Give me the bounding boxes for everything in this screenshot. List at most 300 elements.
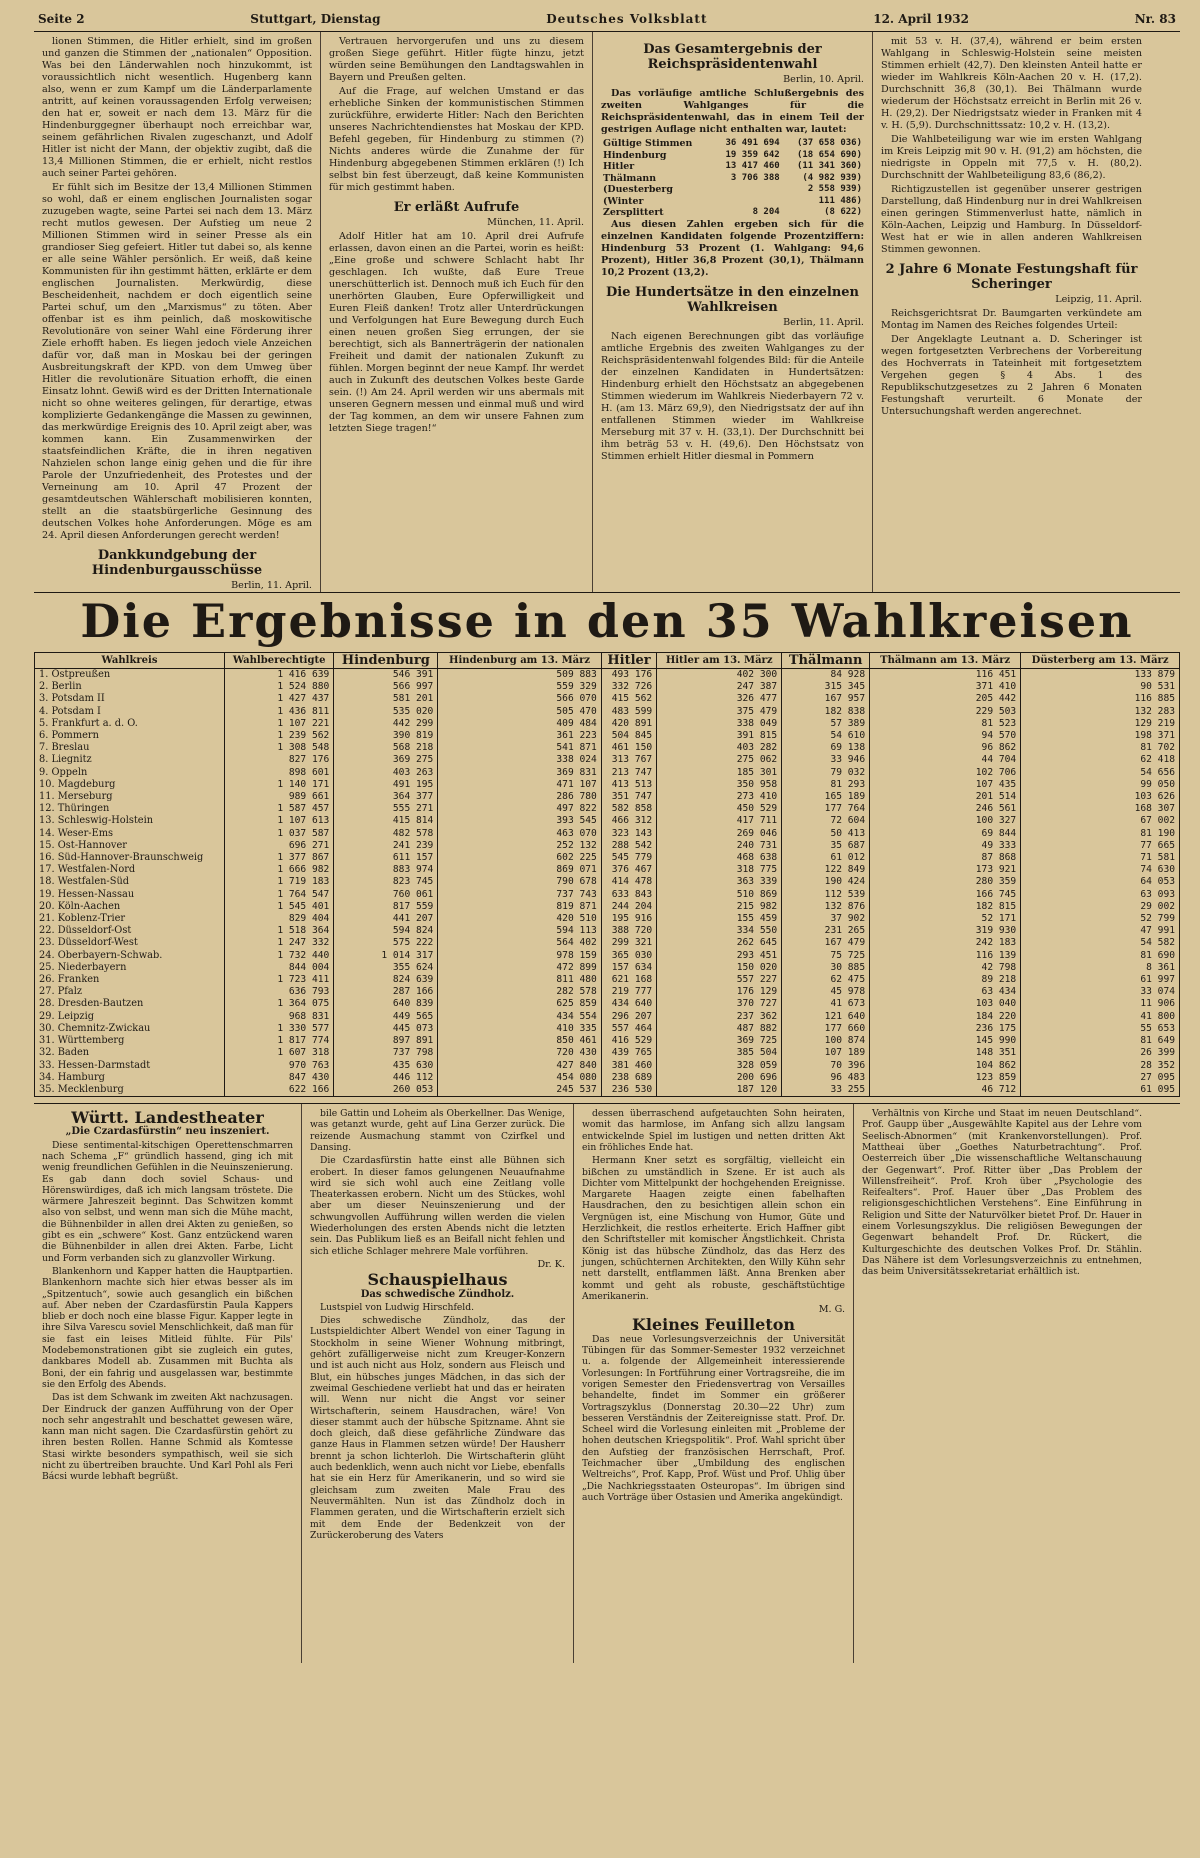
col-header: Wahlkreis — [35, 653, 225, 669]
results-cell: 19 359 642 — [725, 149, 780, 160]
table-cell: 99 050 — [1021, 779, 1180, 791]
table-cell: 184 220 — [870, 1011, 1021, 1023]
table-cell: 1 732 440 — [225, 950, 334, 962]
table-cell: 116 885 — [1021, 693, 1180, 705]
table-cell: 1 247 332 — [225, 937, 334, 949]
table-cell: 42 798 — [870, 962, 1021, 974]
table-cell: 123 859 — [870, 1072, 1021, 1084]
article-paragraph: Dies schwedische Zündholz, das der Lustspieldichter Albert Wendel von einer Tagung in Stockholm in seine Wiener Wohnung mitbringt, gehört zufälligerweise nicht zum Kreuger-Konzern und ist auch nicht aus Holz, sondern aus Fleisch und Blut, ein hübsches junges Mädchen, in das sich der zweimal Geschiedene verliebt hat und das er heiraten will. Wenn nur nicht die Angst vor seiner Wirtschafterin, seinem Hausdrachen, wäre! Von dieser stammt auch der hübsche Spitzname. Ahnt sie doch gleich, daß diese gefährliche Zündware das ganze Haus in Flammen setzen würde! Der Hausherr brennt ja schon lichterloh. Die Wirtschafterin glüht auch bedenklich, wenn auch nicht vor Liebe, ebenfalls hat sie ein Herz für Amerikanerin, und so wird sie gleichsam zum zweiten Male Frau des Neuvermählten. Nun ist das Zündholz doch in Flammen geraten, und die Wirtschafterin erzielt sich mit dem Ende der Bedenkzeit von der Zurückeroberung des Vaters — [310, 1315, 565, 1541]
table-cell: 81 293 — [782, 779, 870, 791]
table-cell: 369 725 — [657, 1035, 782, 1047]
table-cell: 338 024 — [438, 754, 601, 766]
table-cell: 67 002 — [1021, 815, 1180, 827]
table-cell: 381 460 — [601, 1060, 656, 1072]
table-cell: 102 706 — [870, 767, 1021, 779]
article-paragraph: Diese sentimental-kitschigen Operettenschmarren nach Schema „F“ gründlich hassend, ging ich mit wenig freundlichen Gefühlen in die Neuinszenierung. Es gab dann doch soviel Schaus- und Hörenswürdiges, daß ich mich langsam tröstete. Die wärmere Jahreszeit beginnt. Das Schwitzen kommt also von selbst, und wenn man sich die Mühe macht, die Bühnenbilder in allen drei Akten zu genießen, so gibt es ein „schwere“ Kost. Ganz entzückend waren die Bühnenbilder in allen drei Akten. Farbe, Licht und Form verbanden sich zu glanzvoller Wirkung. — [42, 1139, 293, 1264]
table-cell: 361 223 — [438, 730, 601, 742]
table-cell: 44 704 — [870, 754, 1021, 766]
constituency-name: 11. Merseburg — [35, 791, 225, 803]
table-cell: 61 997 — [1021, 974, 1180, 986]
table-row — [35, 693, 1180, 705]
table-cell: 240 731 — [657, 840, 782, 852]
constituency-name: 4. Potsdam I — [35, 706, 225, 718]
constituency-name: 8. Liegnitz — [35, 754, 225, 766]
table-cell: 72 604 — [782, 815, 870, 827]
results-row — [601, 196, 864, 208]
table-cell: 434 554 — [438, 1011, 601, 1023]
constituency-name: 26. Franken — [35, 974, 225, 986]
constituency-name: 27. Pfalz — [35, 986, 225, 998]
results-cell: 111 486) — [818, 195, 862, 206]
results-cell: 2 558 939) — [807, 184, 862, 194]
table-cell: 487 882 — [657, 1023, 782, 1035]
table-row — [35, 779, 1180, 791]
table-cell: 41 800 — [1021, 1011, 1180, 1023]
table-cell: 296 207 — [601, 1011, 656, 1023]
table-cell: 493 176 — [601, 669, 656, 682]
table-cell: 568 218 — [334, 742, 438, 754]
article-paragraph: Die Wahlbeteiligung war wie im ersten Wahlgang im Kreis Leipzig mit 90 v. H. (91,2) am höchsten, die niedrigste in Oppeln mit 77,5 v. H. (80,2). Durchschnitt der Wahlbeteiligung 83,6 (86,2). — [881, 134, 1142, 181]
results-row — [601, 138, 864, 150]
table-row — [35, 840, 1180, 852]
masthead: Deutsches Volksblatt — [546, 12, 708, 26]
article-paragraph: Das ist dem Schwank im zweiten Akt nachzusagen. Der Eindruck der ganzen Aufführung von der Oper noch sehr angestrahlt und beschattet gewesen wäre, kann man nicht sagen. Die Czardasfürstin gehört zu ihren besten Rollen. Hanne Schmid als Komtesse Stasi wirkte besonders sympathisch, weil sie sich nicht zu übertreiben brauchte. Und Karl Pohl als Feri Bácsi wurde lebhaft begrüßt. — [42, 1392, 293, 1483]
table-cell: 1 416 639 — [225, 669, 334, 682]
table-cell: 129 219 — [1021, 718, 1180, 730]
table-cell: 247 387 — [657, 681, 782, 693]
table-cell: 89 218 — [870, 974, 1021, 986]
table-cell: 150 020 — [657, 962, 782, 974]
table-cell: 1 014 317 — [334, 950, 438, 962]
table-cell: 369 275 — [334, 754, 438, 766]
table-row — [35, 998, 1180, 1010]
results-row — [601, 207, 864, 219]
table-row — [35, 1060, 1180, 1072]
table-row — [35, 1047, 1180, 1059]
table-cell: 269 046 — [657, 828, 782, 840]
table-cell: 132 876 — [782, 901, 870, 913]
table-cell: 850 461 — [438, 1035, 601, 1047]
table-cell: 1 107 221 — [225, 718, 334, 730]
article-paragraph: Reichsgerichtsrat Dr. Baumgarten verkündete am Montag im Namen des Reiches folgendes Urteil: — [881, 308, 1142, 331]
table-cell: 69 844 — [870, 828, 1021, 840]
constituency-name: 9. Oppeln — [35, 767, 225, 779]
results-cell: Thälmann — [603, 172, 657, 184]
constituency-name: 35. Mecklenburg — [35, 1084, 225, 1097]
table-cell: 61 095 — [1021, 1084, 1180, 1097]
table-cell: 326 477 — [657, 693, 782, 705]
table-cell: 237 362 — [657, 1011, 782, 1023]
constituency-name: 33. Hessen-Darmstadt — [35, 1060, 225, 1072]
table-row — [35, 791, 1180, 803]
table-cell: 1 364 075 — [225, 998, 334, 1010]
table-cell: 1 140 171 — [225, 779, 334, 791]
table-cell: 434 640 — [601, 998, 656, 1010]
results-cell: Hitler — [603, 161, 635, 172]
table-cell: 636 793 — [225, 986, 334, 998]
article-paragraph: Das vorläufige amtliche Schlußergebnis des zweiten Wahlganges für die Reichspräsidentenwahl, das in einem Teil der gestrigen Auflage nicht enthalten war, lautet: — [601, 88, 864, 135]
constituency-name: 31. Württemberg — [35, 1035, 225, 1047]
table-cell: 510 869 — [657, 889, 782, 901]
headline-gesamtergebnis: Das Gesamtergebnis der Reichspräsidentenwahl — [643, 42, 822, 72]
table-cell: 103 626 — [1021, 791, 1180, 803]
table-cell: 96 483 — [782, 1072, 870, 1084]
table-cell: 564 402 — [438, 937, 601, 949]
table-cell: 200 696 — [657, 1072, 782, 1084]
table-cell: 213 747 — [601, 767, 656, 779]
table-cell: 449 565 — [334, 1011, 438, 1023]
table-cell: 364 377 — [334, 791, 438, 803]
table-cell: 55 653 — [1021, 1023, 1180, 1035]
table-cell: 611 157 — [334, 852, 438, 864]
constituency-name: 22. Düsseldorf-Ost — [35, 925, 225, 937]
table-cell: 461 150 — [601, 742, 656, 754]
table-cell: 559 329 — [438, 681, 601, 693]
table-cell: 410 335 — [438, 1023, 601, 1035]
table-cell: 898 601 — [225, 767, 334, 779]
table-cell: 737 798 — [334, 1047, 438, 1059]
table-cell: 280 359 — [870, 876, 1021, 888]
table-cell: 1 308 548 — [225, 742, 334, 754]
results-cell: 36 491 694 — [725, 138, 780, 148]
table-cell: 482 578 — [334, 828, 438, 840]
constituency-name: 19. Hessen-Nassau — [35, 889, 225, 901]
results-cell: 8 204 — [752, 207, 780, 217]
table-cell: 427 840 — [438, 1060, 601, 1072]
article-paragraph: Die Czardasfürstin hatte einst alle Bühnen sich erobert. In dieser famos gelungenen Neuaufnahme wird sie sich wohl auch eine Zeitlang volle Theaterkassen erobern. Nicht um des Stückes, wohl aber um dieser Neuinszenierung und der schwungvollen Aufführung willen werden die vielen Wiederholungen des ersten Abends nicht die letzten sein. Das Publikum ließ es an Beifall nicht fehlen und sich etliche Schlager mehrere Male vorführen. — [310, 1155, 565, 1257]
table-cell: 1 107 613 — [225, 815, 334, 827]
table-cell: 260 053 — [334, 1084, 438, 1097]
table-cell: 167 479 — [782, 937, 870, 949]
table-cell: 454 080 — [438, 1072, 601, 1084]
column-3 — [593, 32, 873, 592]
table-cell: 1 330 577 — [225, 1023, 334, 1035]
constituency-name: 23. Düsseldorf-West — [35, 937, 225, 949]
table-cell: 581 201 — [334, 693, 438, 705]
table-cell: 466 312 — [601, 815, 656, 827]
table-cell: 371 410 — [870, 681, 1021, 693]
table-cell: 121 640 — [782, 1011, 870, 1023]
table-cell: 57 389 — [782, 718, 870, 730]
constituency-name: 17. Westfalen-Nord — [35, 864, 225, 876]
article-paragraph: lionen Stimmen, die Hitler erhielt, sind im großen und ganzen die Stimmen der „nationalen“ Opposition. Was bei den Länderwahlen noch hinzukommt, ist voraussichtlich nicht wesentlich. Hugenberg kann also, wenn er zum Kampf um die Länderparlamente antritt, auf keinen voraussagenden Erfolg verweisen; den hat er, soweit er nach dem 13. März für die Hindenburggegner überhaupt noch erreichbar war, seinem gefährlichen Rivalen zugeschanzt, und Adolf Hitler ist nicht der Mann, der objektiv zugibt, daß die 13,4 Millionen Stimmen, die er erhielt, nicht restlos auch seiner Partei gehören. — [42, 36, 312, 179]
col-header: Hitler — [601, 653, 656, 669]
constituency-name: 32. Baden — [35, 1047, 225, 1059]
table-cell: 37 902 — [782, 913, 870, 925]
table-cell: 215 982 — [657, 901, 782, 913]
results-cell: Hindenburg — [603, 149, 667, 161]
table-cell: 166 745 — [870, 889, 1021, 901]
page-header — [34, 10, 1180, 32]
article-paragraph: dessen überraschend aufgetauchten Sohn heiraten, womit das harmlose, im Anfang sich allzu langsam entwickelnde Spiel im lustigen und netten dritten Akt ein fröhliches Ende hat. — [582, 1108, 845, 1153]
table-cell: 1 764 547 — [225, 889, 334, 901]
article-paragraph: mit 53 v. H. (37,4), während er beim ersten Wahlgang in Schleswig-Holstein seine meisten Stimmen erhielt (42,7). Den kleinsten Anteil hatte er wieder im Wahlkreis Köln-Aachen 20 v. H. (17,2). Durchschnitt 36,8 (30,1). Bei Thälmann wurde wiederum der Höchstsatz erreicht in Berlin mit 26 v. H. (29,2). Der Niedrigstsatz wieder in Franken mit 4 v. H. (5,9). Durchschnittssatz: 10,2 v. H. (13,2). — [881, 36, 1142, 131]
table-cell: 185 301 — [657, 767, 782, 779]
table-cell: 33 946 — [782, 754, 870, 766]
table-cell: 52 171 — [870, 913, 1021, 925]
table-cell: 505 470 — [438, 706, 601, 718]
results-cell: (4 982 939) — [802, 172, 862, 183]
table-cell: 376 467 — [601, 864, 656, 876]
column-theater-2 — [302, 1104, 574, 1663]
results-cell — [712, 184, 781, 196]
table-cell: 1 377 867 — [225, 852, 334, 864]
column-theater — [34, 1104, 302, 1663]
table-cell: 819 871 — [438, 901, 601, 913]
dateline: München, 11. April. — [487, 217, 584, 228]
table-cell: 696 271 — [225, 840, 334, 852]
table-cell: 393 545 — [438, 815, 601, 827]
table-cell: 625 859 — [438, 998, 601, 1010]
signature: M. G. — [818, 1304, 845, 1316]
table-cell: 844 004 — [225, 962, 334, 974]
table-cell: 54 582 — [1021, 937, 1180, 949]
table-cell: 415 562 — [601, 693, 656, 705]
table-cell: 351 747 — [601, 791, 656, 803]
issue-date: 12. April 1932 — [873, 12, 969, 26]
table-cell: 75 725 — [782, 950, 870, 962]
table-cell: 385 504 — [657, 1047, 782, 1059]
table-cell: 122 849 — [782, 864, 870, 876]
col-header: Hindenburg — [334, 653, 438, 669]
page-number: Seite 2 — [38, 12, 85, 26]
table-cell: 11 906 — [1021, 998, 1180, 1010]
table-cell: 252 132 — [438, 840, 601, 852]
table-cell: 77 665 — [1021, 840, 1180, 852]
table-cell: 968 831 — [225, 1011, 334, 1023]
col-header: Thälmann — [782, 653, 870, 669]
table-cell: 299 321 — [601, 937, 656, 949]
table-cell: 103 040 — [870, 998, 1021, 1010]
headline-dankkundgebung: Dankkundgebung der Hindenburgausschüsse — [91, 548, 263, 578]
article-paragraph: bile Gattin und Loheim als Oberkellner. Das Wenige, was getanzt wurde, geht auf Lina Gerzer zurück. Die reizende Ausmachung stammt von Czirfkel und Dansing. — [310, 1108, 565, 1153]
table-cell: 633 843 — [601, 889, 656, 901]
table-cell: 829 404 — [225, 913, 334, 925]
table-cell: 81 190 — [1021, 828, 1180, 840]
table-cell: 81 649 — [1021, 1035, 1180, 1047]
table-cell: 1 427 437 — [225, 693, 334, 705]
article-paragraph: Er fühlt sich im Besitze der 13,4 Millionen Stimmen so wohl, daß er einem englischen Journalisten sogar zuzugeben wagte, seine Partei sei nach dem 13. März recht mutlos gewesen. Der Aufstieg um neue 2 Millionen Stimmen wird in seiner Presse als ein grandioser Sieg gefeiert. Hitler tut dabei so, als kenne er alle seine Wähler persönlich. Er weiß, daß keine Kommunisten für ihn gestimmt hätten, erklärte er dem englischen Journalisten. Merkwürdig, diese Bescheidenheit, nachdem er doch eigentlich seine Partei schuf, um den „Marxismus“ zu töten. Aber offenbar ist es ihm peinlich, daß moskowitische Revolutionäre von seiner Wahl eine Förderung ihrer Ziele erhofft haben. Es liegen jedoch viele Anzeichen dafür vor, daß man in Moskau bei der geringen Ausbreitungskraft der KPD. von dem Umweg über Hitler die revolutionäre Situation erhofft, die einen Einsatz lohnt. Gewiß wird es der Dritten Internationale nicht so ohne weiteres gelingen, für derartige, etwas komplizierte Gedankengänge die Massen zu gewinnen, das merkwürdige Ereignis des 10. April zeigt aber, was kommen kann. Ein Zusammenwirken der staatsfeindlichen Kräfte, die in ihren negativen Nahzielen schon lange einig gehen und die für ihre Parole der Unzufriedenheit, des Protestes und der Verneinung am 10. April 47 Prozent der gesamtdeutschen Wählerschaft mobilisieren konnten, stellt an die staatsbürgerliche Gesinnung des deutschen Volkes hohe Anforderungen. Möge es am 24. April diesen Anforderungen gerecht werden! — [42, 182, 312, 541]
article-paragraph: Adolf Hitler hat am 10. April drei Aufrufe erlassen, davon einen an die Partei, worin es heißt: „Eine große und schwere Schlacht habt Ihr geschlagen. Ich wußte, daß Eure Treue unerschütterlich ist. Dennoch muß ich Euch für den unerhörten Glauben, Eure Opferwilligkeit und Euren Fleiß danken! Trotz aller Unterdrückungen und Verfolgungen hat Eure Bewegung durch Euch einen neuen großen Sieg errungen, der sie berechtigt, sich als Bannerträgerin der nationalen Freiheit und damit der nationalen Zukunft zu fühlen. Morgen beginnt der neue Kampf. Ihr werdet auch in Zukunft des deutschen Volkes beste Garde sein. (!) Am 24. April werden wir uns abermals mit unseren Gegnern messen und einmal muß und wird der Tag kommen, an dem wir unsere Fahnen zum letzten Siege tragen!“ — [329, 231, 584, 434]
article-paragraph: Richtigzustellen ist gegenüber unserer gestrigen Darstellung, daß Hindenburg nur in drei Wahlkreisen einen geringen Stimmenverlust hatte, nämlich in Köln-Aachen, Leipzig und Hamburg. In Düsseldorf-West hat er wie in allen anderen Wahlkreisen Stimmen gewonnen. — [881, 184, 1142, 255]
table-row — [35, 1072, 1180, 1084]
dateline: Berlin, 11. April. — [783, 316, 864, 328]
table-cell: 883 974 — [334, 864, 438, 876]
table-cell: 313 767 — [601, 754, 656, 766]
constituency-name: 13. Schleswig-Holstein — [35, 815, 225, 827]
table-cell: 535 020 — [334, 706, 438, 718]
results-cell: Gültige Stimmen — [603, 138, 693, 149]
article-paragraph: Der Angeklagte Leutnant a. D. Scheringer ist wegen fortgesetzten Verbrechens der Vorbereitung des Hochverrats in Tateinheit mit fortgesetztem Vergehen gegen § 4 Abs. 1 des Republikschutzgesetzes zu 2 Jahren 6 Monaten Festungshaft verurteilt. 6 Monate der Untersuchungshaft werden angerechnet. — [881, 334, 1142, 417]
table-cell: 245 537 — [438, 1084, 601, 1097]
table-cell: 420 891 — [601, 718, 656, 730]
results-row — [601, 173, 864, 185]
headline-feuilleton: Kleines Feuilleton — [631, 1315, 796, 1335]
table-cell: 817 559 — [334, 901, 438, 913]
table-cell: 87 868 — [870, 852, 1021, 864]
table-cell: 446 112 — [334, 1072, 438, 1084]
table-row — [35, 925, 1180, 937]
table-cell: 1 239 562 — [225, 730, 334, 742]
headline-landestheater: Württ. Landestheater — [71, 1108, 264, 1128]
table-row — [35, 815, 1180, 827]
table-cell: 79 032 — [782, 767, 870, 779]
table-cell: 29 002 — [1021, 901, 1180, 913]
table-cell: 241 239 — [334, 840, 438, 852]
table-cell: 63 434 — [870, 986, 1021, 998]
place-date: Stuttgart, Dienstag — [250, 12, 381, 26]
table-row — [35, 754, 1180, 766]
table-cell: 439 765 — [601, 1047, 656, 1059]
table-cell: 417 711 — [657, 815, 782, 827]
dateline: Leipzig, 11. April. — [1055, 294, 1142, 305]
table-cell: 468 638 — [657, 852, 782, 864]
headline-hundertsaetze: Die Hundertsätze in den einzelnen Wahlkreisen — [605, 284, 860, 315]
table-cell: 594 113 — [438, 925, 601, 937]
table-cell: 1 587 457 — [225, 803, 334, 815]
subheadline: Das schwedische Zündholz. — [360, 1288, 515, 1300]
column-university — [854, 1104, 1150, 1663]
table-cell: 541 871 — [438, 742, 601, 754]
table-cell: 1 719 183 — [225, 876, 334, 888]
table-cell: 420 510 — [438, 913, 601, 925]
table-cell: 100 327 — [870, 815, 1021, 827]
table-cell: 273 410 — [657, 791, 782, 803]
table-cell: 69 138 — [782, 742, 870, 754]
table-cell: 236 175 — [870, 1023, 1021, 1035]
table-cell: 8 361 — [1021, 962, 1180, 974]
constituency-name: 16. Süd-Hannover-Braunschweig — [35, 852, 225, 864]
table-cell: 1 037 587 — [225, 828, 334, 840]
table-cell: 288 542 — [601, 840, 656, 852]
col-header: Hitler am 13. März — [657, 653, 782, 669]
table-cell: 869 071 — [438, 864, 601, 876]
table-row — [35, 937, 1180, 949]
table-row — [35, 901, 1180, 913]
table-cell: 201 514 — [870, 791, 1021, 803]
constituency-name: 15. Ost-Hannover — [35, 840, 225, 852]
results-cell: (11 341 360) — [796, 161, 862, 171]
table-cell: 414 478 — [601, 876, 656, 888]
headline-festungshaft: 2 Jahre 6 Monate Festungshaft für Scheringer — [885, 262, 1138, 292]
table-cell: 824 639 — [334, 974, 438, 986]
table-cell: 497 822 — [438, 803, 601, 815]
constituency-name: 29. Leipzig — [35, 1011, 225, 1023]
table-cell: 416 529 — [601, 1035, 656, 1047]
table-cell: 46 712 — [870, 1084, 1021, 1097]
constituency-name: 6. Pommern — [35, 730, 225, 742]
table-cell: 61 012 — [782, 852, 870, 864]
table-cell: 737 743 — [438, 889, 601, 901]
table-cell: 155 459 — [657, 913, 782, 925]
table-cell: 509 883 — [438, 669, 601, 682]
article-paragraph: Auf die Frage, auf welchen Umstand er das erhebliche Sinken der kommunistischen Stimmen zurückführe, erwiderte Hitler: Nach den Berichten unseres Nachrichtendienstes hat Moskau der KPD. Befehl gegeben, für Hindenburg zu stimmen (?) Nichts anderes würde die Zunahme der für Hindenburg abgegebenen Stimmen erklären (!) Ich selbst bin fest überzeugt, daß keine Kommunisten für mich gestimmt haben. — [329, 86, 584, 193]
table-cell: 168 307 — [1021, 803, 1180, 815]
table-cell: 50 413 — [782, 828, 870, 840]
table-cell: 441 207 — [334, 913, 438, 925]
constituency-name: 28. Dresden-Bautzen — [35, 998, 225, 1010]
table-row — [35, 876, 1180, 888]
table-cell: 187 120 — [657, 1084, 782, 1097]
table-cell: 45 978 — [782, 986, 870, 998]
table-cell: 621 168 — [601, 974, 656, 986]
table-row — [35, 974, 1180, 986]
table-cell: 229 503 — [870, 706, 1021, 718]
article-paragraph: Blankenhorn und Kapper hatten die Hauptpartien. Blankenhorn machte sich hier etwas besser als im „Spitzentuch“, sowie auch gesanglich ein bißchen auf. Aber neben der Czardasfürstin Paula Kappers blieb er doch noch eine blasse Figur. Kapper legte in ihre Silva Varescu soviel Menschlichkeit, daß man für sie fast ein leises Mitleid fühlte. Für Pils' Modebemonstrationen gibt sie zugleich ein gutes, dankbares Modell ab. Zusammen mit Buchta als Boni, der ein fahrig und ausgelassen war, bestimmte sie den Erfolg des Abends. — [42, 1265, 293, 1390]
table-cell: 47 991 — [1021, 925, 1180, 937]
table-cell: 1 524 880 — [225, 681, 334, 693]
table-cell: 391 815 — [657, 730, 782, 742]
table-cell: 81 690 — [1021, 950, 1180, 962]
table-cell: 369 831 — [438, 767, 601, 779]
table-cell: 190 424 — [782, 876, 870, 888]
table-cell: 84 928 — [782, 669, 870, 682]
article-paragraph: Vertrauen hervorgerufen und uns zu diesem großen Siege geführt. Hitler fügte hinzu, jetzt würden seine Bemühungen den Landtagswahlen in Bayern und Preußen gelten. — [329, 36, 584, 83]
table-cell: 363 339 — [657, 876, 782, 888]
table-cell: 96 862 — [870, 742, 1021, 754]
results-cell: (Winter — [603, 195, 644, 207]
table-cell: 640 839 — [334, 998, 438, 1010]
table-cell: 403 263 — [334, 767, 438, 779]
table-cell: 582 858 — [601, 803, 656, 815]
table-cell: 575 222 — [334, 937, 438, 949]
table-cell: 388 720 — [601, 925, 656, 937]
signature: Dr. K. — [537, 1258, 565, 1270]
col-header: Thälmann am 13. März — [870, 653, 1021, 669]
table-cell: 71 581 — [1021, 852, 1180, 864]
banner-headline: Die Ergebnisse in den 35 Wahlkreisen — [34, 592, 1180, 652]
constituency-name: 20. Köln-Aachen — [35, 901, 225, 913]
table-cell: 409 484 — [438, 718, 601, 730]
table-cell: 315 345 — [782, 681, 870, 693]
table-cell: 262 645 — [657, 937, 782, 949]
table-cell: 62 418 — [1021, 754, 1180, 766]
table-cell: 504 845 — [601, 730, 656, 742]
col-header: Hindenburg am 13. März — [438, 653, 601, 669]
table-row — [35, 1035, 1180, 1047]
table-cell: 132 283 — [1021, 706, 1180, 718]
table-cell: 365 030 — [601, 950, 656, 962]
table-cell: 403 282 — [657, 742, 782, 754]
headline-schauspielhaus: Schauspielhaus — [367, 1270, 508, 1290]
table-cell: 566 997 — [334, 681, 438, 693]
table-cell: 350 958 — [657, 779, 782, 791]
table-cell: 107 189 — [782, 1047, 870, 1059]
table-cell: 94 570 — [870, 730, 1021, 742]
table-cell: 100 874 — [782, 1035, 870, 1047]
results-summary-table — [601, 138, 864, 219]
subheadline: „Die Czardasfürstin“ neu inszeniert. — [65, 1126, 270, 1138]
table-cell: 1 607 318 — [225, 1047, 334, 1059]
table-cell: 219 777 — [601, 986, 656, 998]
table-cell: 355 624 — [334, 962, 438, 974]
table-cell: 1 666 982 — [225, 864, 334, 876]
table-cell: 1 545 401 — [225, 901, 334, 913]
table-cell: 1 436 811 — [225, 706, 334, 718]
table-cell: 375 479 — [657, 706, 782, 718]
table-cell: 176 129 — [657, 986, 782, 998]
table-cell: 54 656 — [1021, 767, 1180, 779]
results-cell — [712, 196, 781, 208]
table-cell: 435 630 — [334, 1060, 438, 1072]
results-cell: (Duesterberg — [603, 184, 673, 195]
article-paragraph: Das neue Vorlesungsverzeichnis der Universität Tübingen für das Sommer-Semester 1932 verzeichnet u. a. folgende der Allgemeinheit interessierende Vorlesungen: In Fortführung einer Vortragsreihe, die im vorigen Semester den Friedensvertrag von Versailles behandelte, findet im Sommer ein größerer Vortragszyklus (Donnerstag 20.30—22 Uhr) zum besseren Verständnis der Zeitereignisse statt. Prof. Dr. Scheel wird die Vorlesung einleiten mit „Probleme der hohen deutschen Kriegspolitik“. Prof. Wahl spricht über den Aufstieg der französischen Herrschaft, Prof. Teichmacher über „Umbildung des englischen Weltreichs“, Prof. Kapp, Prof. Wüst und Prof. Uhlig über „Die Nachkriegsstaaten Osteuropas“. Im übrigen sind auch Vorträge über Ostasien und Amerika angekündigt. — [582, 1333, 845, 1503]
table-cell: 413 513 — [601, 779, 656, 791]
table-cell: 328 059 — [657, 1060, 782, 1072]
article-paragraph: Hermann Kner setzt es sorgfältig, vielleicht ein bißchen zu umständlich in Szene. Er ist auch als Dichter vom Mittelpunkt der hochgehenden Ereignisse. Margarete Haagen zeigte einen fabelhaften Hausdrachen, den zu besichtigen allein schon ein Vergnügen ist, eine Mischung von Humor, Güte und Herzlichkeit, die restlos erheiterte. Erich Haffner gibt den Schriftsteller mit komischer Ängstlichkeit. Christa König ist das hübsche Zündholz, das das Herz des jungen, schüchternen Architekten, den Willy Kühn sehr nett darstellt, entflammen läßt. Anna Brenken aber kommt und geht als robuste, geschäftstüchtige Amerikanerin. — [582, 1155, 845, 1302]
article-paragraph: Nach eigenen Berechnungen gibt das vorläufige amtliche Ergebnis des zweiten Wahlganges zu der Reichspräsidentenwahl folgendes Bild: für die Anteile der einzelnen Kandidaten in Hundertsätzen: Hindenburg erhielt den Höchstsatz an abgegebenen Stimmen wiederum im Wahlkreis Niederbayern 72 v. H. (am 13. März 69,9), den Niedrigstsatz der auf ihn entfallenen Stimmen wieder im Wahlkreise Merseburg mit 37 v. H. (33,1). Der Durchschnitt bei ihm beträg 53 v. H. (49,6). Den Höchstsatz von Stimmen erhielt Hitler diesmal in Pommern — [601, 330, 864, 462]
table-row — [35, 1084, 1180, 1097]
